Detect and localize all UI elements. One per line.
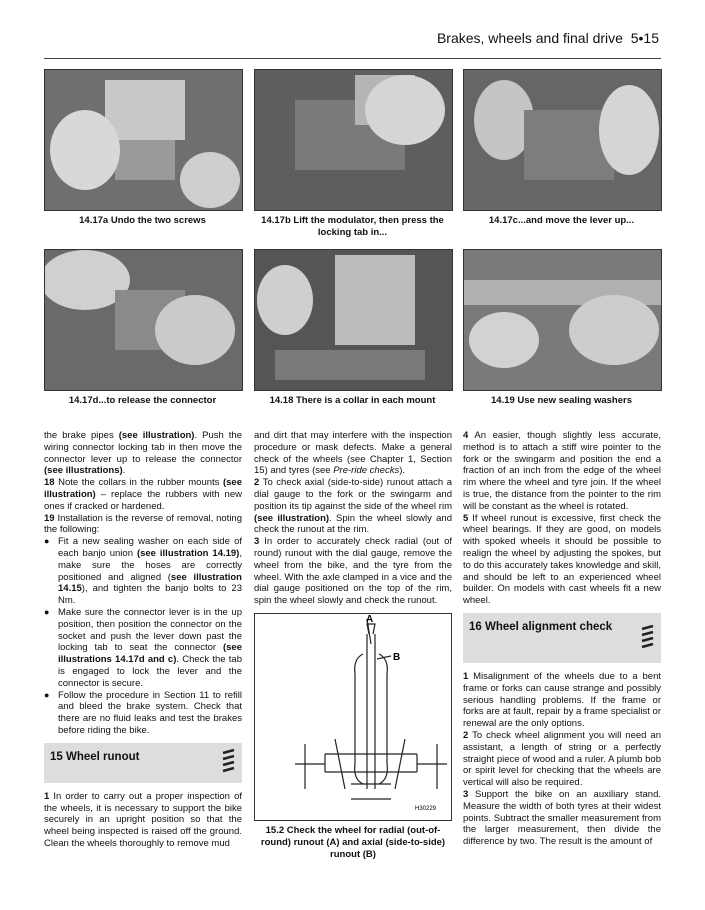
paragraph: 18 Note the collars in the rubber mounts (see illustration) – replace the rubbers with new ones if cracked or hardened. [44, 477, 242, 512]
header-title: Brakes, wheels and final drive [436, 30, 623, 46]
paragraph: 5 If wheel runout is excessive, first check the wheel bearings. If they are good, on models with spoked wheels it should be possible to realign the wheel by adjusting the spokes, but to do this accurately takes knowledge and skill, and should be left to an experienced wheel builder. On models with cast wheels fit a new wheel. [463, 512, 661, 607]
paragraph: 3 In order to accurately check radial (out of round) runout with the dial gauge, remove the wheel from the bike, and the tyre from the wheel. With the axle clamped in a vice and the dial gauge positioned on the top of the rim, spin the wheel slowly and check the runout. [254, 536, 452, 607]
caption-14-18: 14.18 There is a collar in each mount [269, 395, 436, 406]
paragraph: 2 To check axial (side-to-side) runout attach a dial gauge to the fork or the swingarm and position its tip against the side of the wheel rim (see illustration). Spin the wheel slowly and check the runout at the rim. [254, 477, 452, 536]
paragraph: and dirt that may interfere with the inspection procedure or mask defects. Make a general check of the wheels (see Chapter 1, Section 15) and tyres (see Pre-ride checks). [254, 430, 452, 477]
paragraph: 4 An easier, though slightly less accurate, method is to attach a stiff wire pointer to the fork or the swingarm and position the end a fraction of an inch from the edge of the wheel rim where the wheel and tyre join. If the wheel is true, the distance from the pointer to the rim will be constant as the wheel is rotated. [463, 430, 661, 512]
difficulty-icon [639, 623, 657, 655]
caption-14-17a: 14.17a Undo the two screws [79, 215, 206, 226]
difficulty-icon [220, 747, 238, 779]
figure-15-2 [254, 613, 452, 821]
section-heading-15 [44, 743, 242, 783]
section-heading-16 [463, 613, 661, 663]
caption-14-17b: 14.17b Lift the modulator, then press the locking tab in... [261, 215, 444, 238]
bullet-item: ● Fit a new sealing washer on each side of each banjo union (see illustration 14.19), make sure the hoses are correctly positioned and aligned (see illustration 14.15), and tighten the banjo bolts to 23 Nm. [44, 536, 242, 607]
paragraph: the brake pipes (see illustration). Push the wiring connector locking tab in then move the connector lever up to release the connector (see illustrations). [44, 430, 242, 477]
column-3 [463, 430, 661, 848]
photo-14-18 [254, 249, 453, 391]
photo-14-17a [44, 69, 243, 211]
caption-14-17c: 14.17c...and move the lever up... [488, 215, 635, 226]
bullet-item: ● Follow the procedure in Section 11 to refill and bleed the brake system. Check that there are no fluid leaks and test the brakes before riding the bike. [44, 690, 242, 737]
figure-caption: 15.2 Check the wheel for radial (out-of-round) runout (A) and axial (side-to-side) runout (B) [260, 824, 446, 860]
column-2 [254, 430, 452, 861]
caption-14-19: 14.19 Use new sealing washers [491, 395, 632, 406]
section-title: 15 Wheel runout [50, 750, 140, 763]
paragraph: 1 Misalignment of the wheels due to a bent frame or forks can cause strange and possibly serious handling problems. If the frame or forks are at fault, repair by a frame specialist or renewal are the only options. [463, 670, 661, 730]
page-number: 5•15 [630, 30, 659, 46]
paragraph: 1 In order to carry out a proper inspection of the wheels, it is necessary to support the bike securely in an upright position so that the wheel being inspected is raised off the ground. Clean the wheels thoroughly to remove mud [44, 790, 242, 849]
label-b: B [393, 651, 401, 663]
bullet-item: ● Make sure the connector lever is in the up position, then position the connector on the socket and push the lever down past the locking tab to seat the connector (see illustrations 14.17d and c). Check the tab is engaged to lock the lever and the connector is secure. [44, 607, 242, 690]
paragraph: 3 Support the bike on an auxiliary stand. Measure the width of both tyres at their widest points. Subtract the smaller measurement from the larger measurement, then divide the difference by two. The result is the amount of [463, 788, 661, 848]
page-header [437, 30, 659, 46]
photo-14-17c [463, 69, 662, 211]
header-rule [44, 58, 661, 59]
label-a: A [366, 613, 374, 625]
caption-14-17d: 14.17d...to release the connector [68, 395, 217, 406]
photo-14-17b [254, 69, 453, 211]
figure-code: H30229 [415, 805, 437, 812]
paragraph: 2 To check wheel alignment you will need an assistant, a length of string or a perfectly straight piece of wood and a ruler. A plumb bob or spirit level for checking that the wheels are vertical will also be required. [463, 729, 661, 789]
column-1 [44, 430, 242, 850]
paragraph: 19 Installation is the reverse of removal, noting the following: [44, 512, 242, 536]
section-title: 16 Wheel alignment check [469, 620, 613, 633]
photo-14-19 [463, 249, 662, 391]
photo-14-17d [44, 249, 243, 391]
